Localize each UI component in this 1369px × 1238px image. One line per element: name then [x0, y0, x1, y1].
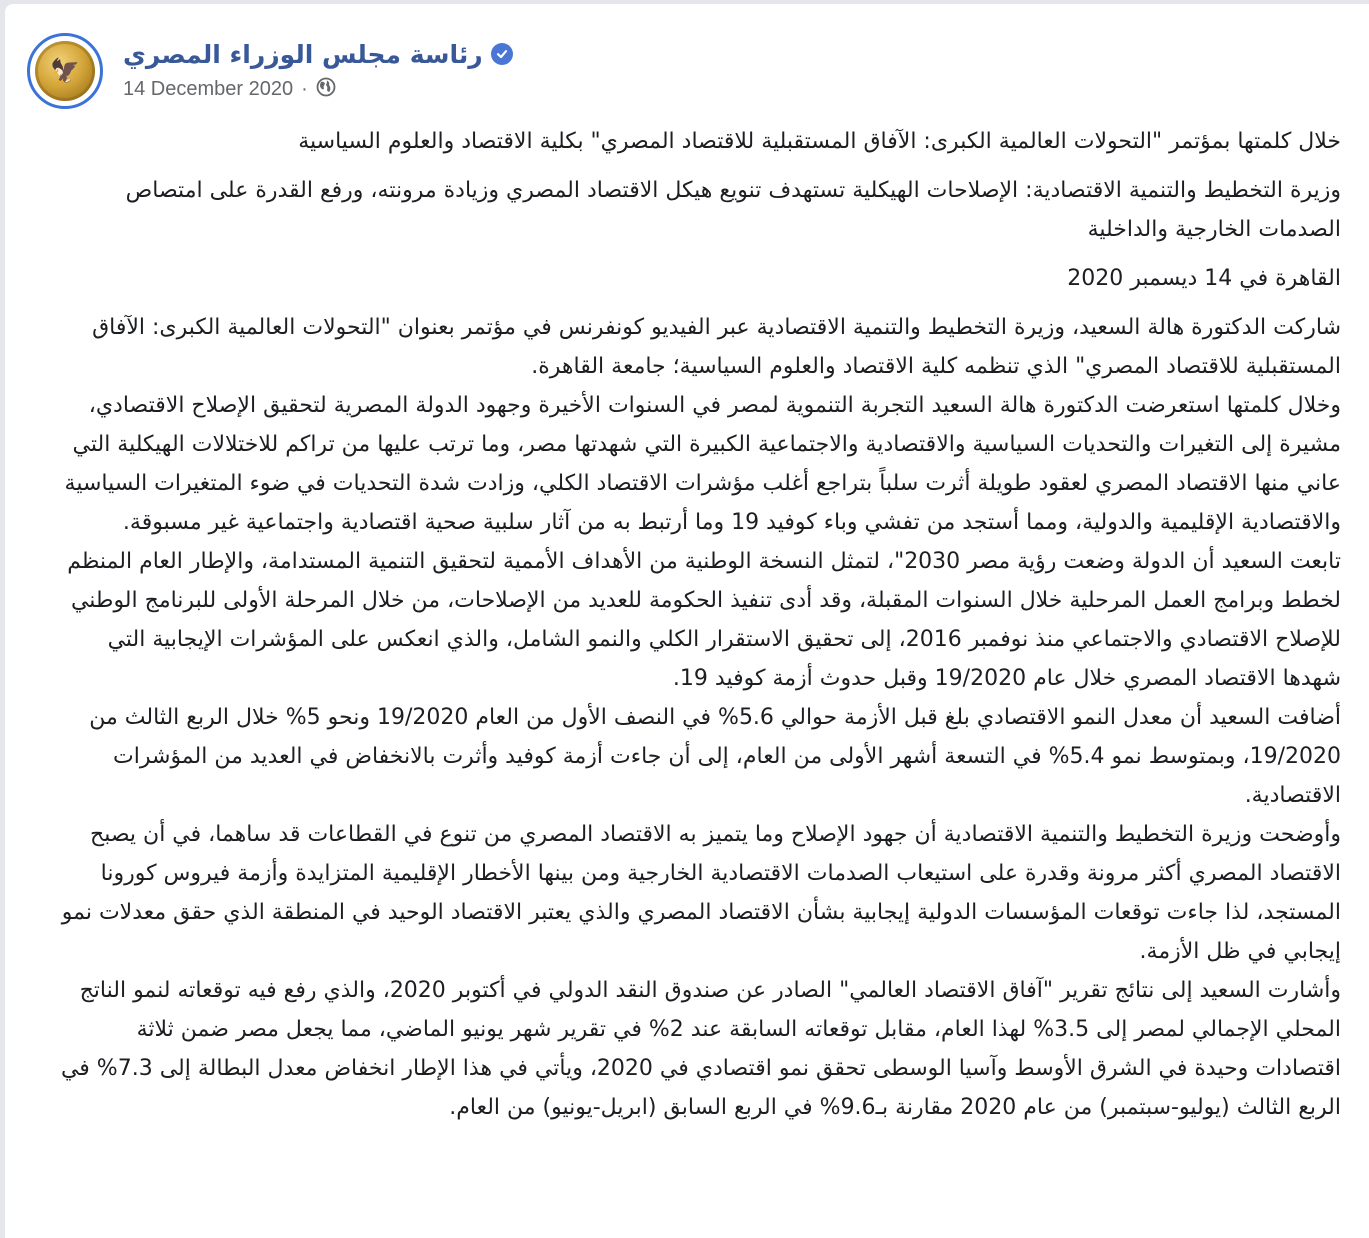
paragraph: وخلال كلمتها استعرضت الدكتورة هالة السعيد التجربة التنموية لمصر في السنوات الأخيرة وجهود الدولة المصرية لتحقيق الإصلاح الاقتصادي، مشيرة إلى التغيرات والتحديات السياسية والاقتصادية والاجتماعية الكبيرة التي شهدتها مصر، وما ترتب عليها من تراكم للاختلالات الهيكلية التي عاني منها الاقتصاد المصري لعقود طويلة أثرت سلباً بتراجع أغلب مؤشرات الاقتصاد الكلي، وزادت شدة التحديات في ضوء المتغيرات السياسية والاقتصادية الإقليمية والدولية، ومما أستجد من تفشي وباء كوفيد 19 وما أرتبط به من آثار سلبية صحية اقتصادية واجتماعية غير مسبوقة. — [64, 393, 1341, 535]
headline: خلال كلمتها بمؤتمر "التحولات العالمية الكبرى: الآفاق المستقبلية للاقتصاد المصري" بكلية الاقتصاد والعلوم السياسية — [298, 129, 1341, 154]
post-meta — [123, 40, 513, 103]
subheadline: وزيرة التخطيط والتنمية الاقتصادية: الإصلاحات الهيكلية تستهدف تنويع هيكل الاقتصاد المصري وزيادة مرونته، ورفع القدرة على امتصاص الصدمات الخارجية والداخلية — [125, 178, 1341, 242]
avatar[interactable] — [27, 33, 103, 109]
paragraph: أضافت السعيد أن معدل النمو الاقتصادي بلغ قبل الأزمة حوالي 5.6% في النصف الأول من العام 19/2020 ونحو 5% خلال الربع الثالث من 19/2020، وبمتوسط نمو 5.4% في التسعة أشهر الأولى من العام، إلى أن جاءت أزمة كوفيد وأثرت بالانخفاض في العديد من المؤشرات الاقتصادية. — [89, 705, 1341, 808]
paragraph: وأشارت السعيد إلى نتائج تقرير "آفاق الاقتصاد العالمي" الصادر عن صندوق النقد الدولي في أكتوبر 2020، والذي رفع فيه توقعاته لنمو الناتج المحلي الإجمالي لمصر إلى 3.5% لهذا العام، مقابل توقعاته السابقة عند 2% في تقرير شهر يونيو الماضي، مما يجعل مصر ضمن ثلاثة اقتصادات وحيدة في الشرق الأوسط وآسيا الوسطى تحقق نمو اقتصادي في 2020، ويأتي في هذا الإطار انخفاض معدل البطالة إلى 7.3% في الربع الثالث (يوليو-سبتمبر) من عام 2020 مقارنة بـ9.6% في الربع السابق (ابريل-يونيو) من العام. — [60, 978, 1341, 1120]
paragraph: وأوضحت وزيرة التخطيط والتنمية الاقتصادية أن جهود الإصلاح وما يتميز به الاقتصاد المصري من تنوع في القطاعات قد ساهما، في أن يصبح الاقتصاد المصري أكثر مرونة وقدرة على استيعاب الصدمات الاقتصادية الخارجية ومن بينها الأخطار الإقليمية المتزايدة وأزمة فيروس كورونا المستجد، لذا جاءت توقعات المؤسسات الدولية إيجابية بشأن الاقتصاد المصري والذي يعتبر الاقتصاد الوحيد في المنطقة الذي حقق معدلات نمو إيجابي في ظل الأزمة. — [61, 822, 1341, 964]
verified-badge-icon — [491, 43, 513, 65]
post-subline — [123, 77, 513, 103]
paragraph: تابعت السعيد أن الدولة وضعت رؤية مصر 2030"، لتمثل النسخة الوطنية من الأهداف الأممية لتحقيق التنمية المستدامة، والإطار العام المنظم لخطط وبرامج العمل المرحلية خلال السنوات المقبلة، وقد أدى تنفيذ الحكومة للعديد من الإصلاحات، من خلال المرحلة الأولى للبرنامج الوطني للإصلاح الاقتصادي والاجتماعي منذ نوفمبر 2016، إلى تحقيق الاستقرار الكلي والنمو الشامل، والذي انعكس على المؤشرات الإيجابية التي شهدها الاقتصاد المصري خلال عام 19/2020 وقبل حدوث أزمة كوفيد 19. — [67, 549, 1341, 691]
author-row — [123, 40, 513, 69]
dateline: القاهرة في 14 ديسمبر 2020 — [1067, 266, 1341, 291]
post-card — [5, 4, 1369, 1238]
globe-icon[interactable] — [316, 77, 336, 103]
post-header — [27, 28, 513, 114]
separator: · — [301, 78, 308, 100]
egypt-eagle-seal-icon: 🦅 — [35, 41, 95, 101]
post-body — [45, 122, 1341, 1127]
author-name[interactable]: رئاسة مجلس الوزراء المصري — [123, 39, 483, 69]
paragraph: شاركت الدكتورة هالة السعيد، وزيرة التخطيط والتنمية الاقتصادية عبر الفيديو كونفرنس في مؤتمر بعنوان "التحولات العالمية الكبرى: الآفاق المستقبلية للاقتصاد المصري" الذي تنظمه كلية الاقتصاد والعلوم السياسية؛ جامعة القاهرة. — [92, 315, 1341, 379]
post-date[interactable]: 14 December 2020 — [123, 78, 294, 100]
